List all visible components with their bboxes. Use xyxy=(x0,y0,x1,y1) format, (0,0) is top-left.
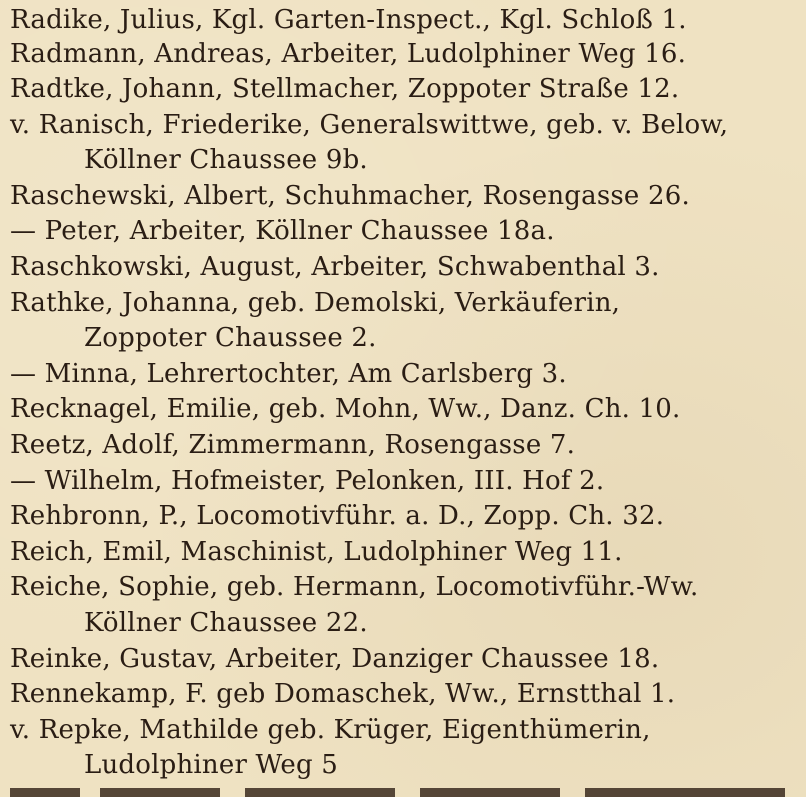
entry-line: Rathke, Johanna, geb. Demolski, Verkäuferin, xyxy=(10,288,621,318)
entry-line: — Peter, Arbeiter, Köllner Chaussee 18a. xyxy=(10,216,555,246)
entry-line: Reiche, Sophie, geb. Hermann, Locomotivführ.-Ww. xyxy=(10,572,699,602)
entry-line: Reinke, Gustav, Arbeiter, Danziger Chaussee 18. xyxy=(10,644,660,674)
entry-line: Radmann, Andreas, Arbeiter, Ludolphiner Weg 16. xyxy=(10,39,687,69)
entry-line: Reich, Emil, Maschinist, Ludolphiner Weg 11. xyxy=(10,537,623,567)
entry-line: Radike, Julius, Kgl. Garten-Inspect., Kgl. Schloß 1. xyxy=(10,5,687,35)
entry-line: — Minna, Lehrertochter, Am Carlsberg 3. xyxy=(10,359,567,389)
entry-line: Reetz, Adolf, Zimmermann, Rosengasse 7. xyxy=(10,430,576,460)
entry-line: Raschewski, Albert, Schuhmacher, Rosengasse 26. xyxy=(10,181,690,211)
entry-line: v. Ranisch, Friederike, Generalswittwe, geb. v. Below, xyxy=(10,110,729,140)
entry-line: Rehbronn, P., Locomotivführ. a. D., Zopp. Ch. 32. xyxy=(10,501,665,531)
entry-line: Rennekamp, F. geb Domaschek, Ww., Ernstthal 1. xyxy=(10,679,676,709)
entry-line: Radtke, Johann, Stellmacher, Zoppoter Straße 12. xyxy=(10,74,680,104)
entry-continuation-line: Köllner Chaussee 9b. xyxy=(84,145,368,175)
entry-continuation-line: Köllner Chaussee 22. xyxy=(84,608,368,638)
entry-line: Recknagel, Emilie, geb. Mohn, Ww., Danz. Ch. 10. xyxy=(10,394,681,424)
entry-line: — Wilhelm, Hofmeister, Pelonken, III. Hof 2. xyxy=(10,466,605,496)
entry-line: Raschkowski, August, Arbeiter, Schwabenthal 3. xyxy=(10,252,660,282)
entry-line: v. Repke, Mathilde geb. Krüger, Eigenthümerin, xyxy=(10,715,651,745)
entry-continuation-line: Zoppoter Chaussee 2. xyxy=(84,323,377,353)
cut-off-next-line xyxy=(0,786,806,797)
entry-continuation-line: Ludolphiner Weg 5 xyxy=(84,750,338,780)
